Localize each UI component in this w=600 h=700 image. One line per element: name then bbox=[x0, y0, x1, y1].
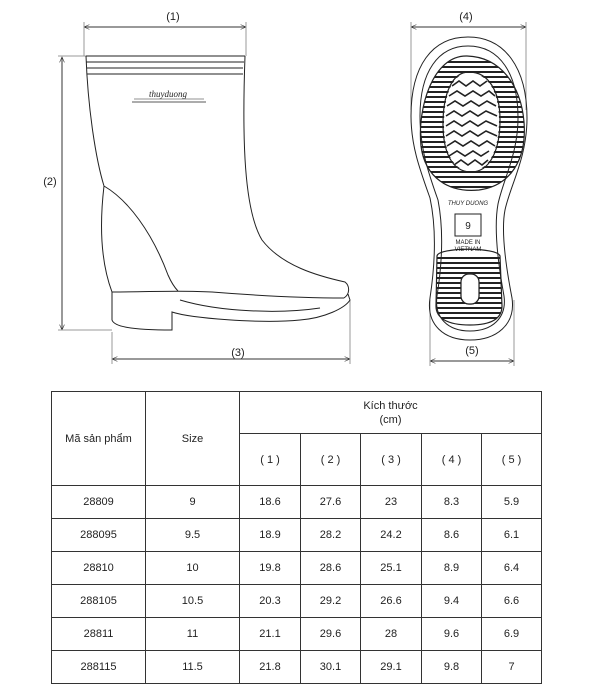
cell-dim-4: 8.6 bbox=[422, 519, 482, 552]
cell-dim-3: 23 bbox=[361, 486, 422, 519]
cell-dim-2: 28.2 bbox=[301, 519, 361, 552]
cell-dim-3: 26.6 bbox=[361, 585, 422, 618]
cell-dim-3: 24.2 bbox=[361, 519, 422, 552]
cell-dim-2: 29.2 bbox=[301, 585, 361, 618]
cell-dim-3: 29.1 bbox=[361, 651, 422, 684]
table-row bbox=[52, 486, 542, 519]
table-row bbox=[52, 585, 542, 618]
cell-dim-5: 6.9 bbox=[482, 618, 542, 651]
dim-label-1: (1) bbox=[166, 11, 180, 23]
cell-dim-2: 29.6 bbox=[301, 618, 361, 651]
cell-dim-2: 27.6 bbox=[301, 486, 361, 519]
cell-product-code: 28809 bbox=[52, 486, 146, 519]
cell-dim-1: 20.3 bbox=[240, 585, 301, 618]
cell-dim-5: 5.9 bbox=[482, 486, 542, 519]
cell-dim-2: 28.6 bbox=[301, 552, 361, 585]
cell-product-code: 28810 bbox=[52, 552, 146, 585]
size-spec-table bbox=[51, 391, 542, 684]
dim-label-5: (5) bbox=[465, 345, 479, 357]
dim-label-4: (4) bbox=[459, 11, 473, 23]
boot-brand-logo: thuyduong bbox=[149, 89, 187, 99]
cell-size: 11.5 bbox=[146, 651, 240, 684]
dim-label-3: (3) bbox=[231, 347, 245, 359]
cell-dim-5: 6.6 bbox=[482, 585, 542, 618]
dim-label-2: (2) bbox=[43, 176, 57, 188]
header-dimensions bbox=[240, 392, 542, 434]
cell-dim-4: 9.8 bbox=[422, 651, 482, 684]
cell-size: 10 bbox=[146, 552, 240, 585]
header-dimensions-title: Kích thước bbox=[363, 399, 418, 412]
table-row bbox=[52, 618, 542, 651]
sole-origin-line1: MADE IN bbox=[455, 240, 481, 246]
cell-dim-1: 19.8 bbox=[240, 552, 301, 585]
cell-dim-3: 28 bbox=[361, 618, 422, 651]
cell-dim-3: 25.1 bbox=[361, 552, 422, 585]
cell-dim-5: 6.4 bbox=[482, 552, 542, 585]
header-size: Size bbox=[146, 392, 240, 486]
header-dimensions-unit: (cm) bbox=[379, 413, 402, 426]
sole-size-label: 9 bbox=[465, 221, 471, 232]
cell-size: 11 bbox=[146, 618, 240, 651]
sole-origin-line2: VIETNAM bbox=[454, 247, 482, 253]
cell-dim-1: 21.8 bbox=[240, 651, 301, 684]
cell-dim-4: 9.4 bbox=[422, 585, 482, 618]
header-dim-2: ( 2 ) bbox=[301, 434, 361, 486]
cell-dim-5: 6.1 bbox=[482, 519, 542, 552]
header-dim-5: ( 5 ) bbox=[482, 434, 542, 486]
cell-dim-1: 18.9 bbox=[240, 519, 301, 552]
cell-product-code: 288105 bbox=[52, 585, 146, 618]
cell-dim-4: 9.6 bbox=[422, 618, 482, 651]
cell-dim-1: 18.6 bbox=[240, 486, 301, 519]
cell-dim-1: 21.1 bbox=[240, 618, 301, 651]
cell-product-code: 288115 bbox=[52, 651, 146, 684]
boot-side-view bbox=[58, 22, 350, 364]
cell-size: 9.5 bbox=[146, 519, 240, 552]
cell-dim-2: 30.1 bbox=[301, 651, 361, 684]
table-row bbox=[52, 519, 542, 552]
table-row bbox=[52, 651, 542, 684]
cell-product-code: 288095 bbox=[52, 519, 146, 552]
header-product-code: Mã sản phẩm bbox=[52, 392, 146, 486]
sole-brand-label: THUY DUONG bbox=[447, 201, 489, 207]
heel-center-slot bbox=[461, 274, 479, 304]
cell-size: 10.5 bbox=[146, 585, 240, 618]
table-row bbox=[52, 552, 542, 585]
cell-dim-4: 8.3 bbox=[422, 486, 482, 519]
cell-product-code: 28811 bbox=[52, 618, 146, 651]
header-dim-1: ( 1 ) bbox=[240, 434, 301, 486]
header-dim-3: ( 3 ) bbox=[361, 434, 422, 486]
cell-dim-5: 7 bbox=[482, 651, 542, 684]
cell-size: 9 bbox=[146, 486, 240, 519]
cell-dim-4: 8.9 bbox=[422, 552, 482, 585]
header-dim-4: ( 4 ) bbox=[422, 434, 482, 486]
